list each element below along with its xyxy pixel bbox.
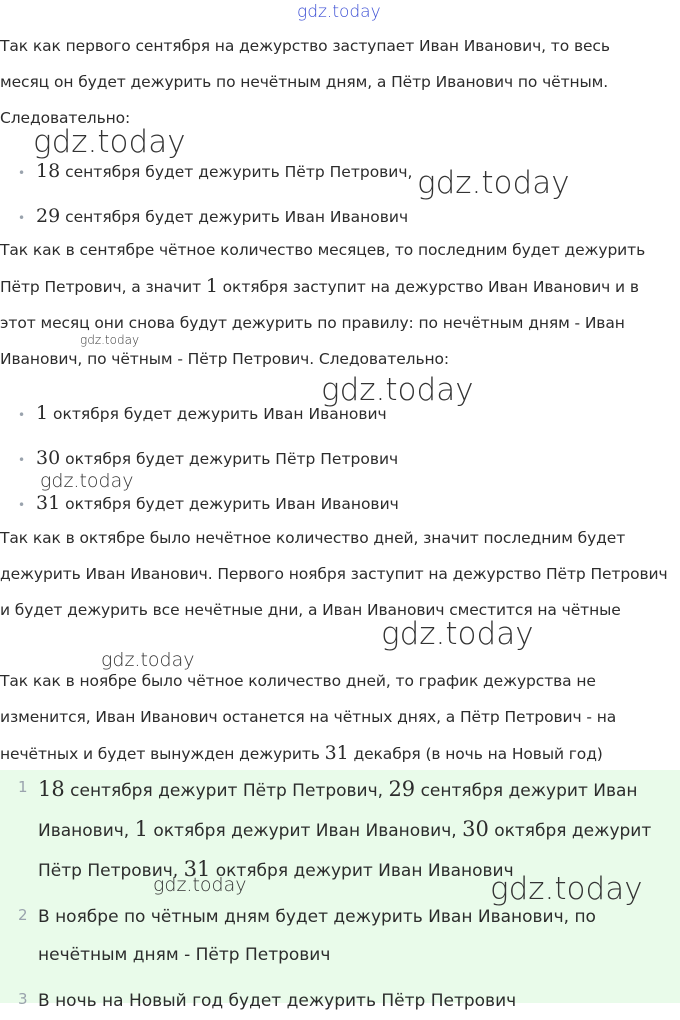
- bullet-icon: •: [18, 498, 26, 512]
- answer-index: 2: [18, 906, 28, 924]
- watermark: gdz.today: [381, 616, 534, 652]
- watermark: gdz.today: [101, 649, 195, 671]
- paragraph-september-end: Так как в сентябре чётное количество месяцев, то последним будет дежурить Пётр Петрович, а значит 1 октября заступит на дежурство Иван Иванович и в этот месяц они снова будут дежурить по правилу: по нечётным дням - Иван Иванович, по чётным - Пётр Петрович. Следовательно:: [0, 241, 646, 368]
- answer-text: В ночь на Новый год будет дежурить Пётр Петрович: [38, 991, 517, 1011]
- watermark: gdz.today: [490, 871, 643, 907]
- list-item: • 18 сентября будет дежурить Пётр Петрович,: [18, 158, 412, 186]
- paragraph-october-end: Так как в октябре было нечётное количество дней, значит последним будет дежурить Иван Иванович. Первого ноября заступит на дежурство Пётр Петрович и будет дежурить все нечётные дни, а Иван Иванович сместится на чётные: [0, 529, 668, 619]
- watermark: gdz.today: [321, 372, 474, 408]
- answer-text: В ноябре по чётным дням будет дежурить Иван Иванович, по нечётным дням - Пётр Петрович: [38, 907, 596, 965]
- answer-index: 1: [18, 778, 28, 796]
- watermark: gdz.today: [40, 470, 134, 492]
- list-item: • 30 октября будет дежурить Пётр Петрович: [18, 445, 398, 473]
- bullet-icon: •: [18, 453, 26, 467]
- header-watermark: gdz.today: [297, 2, 381, 22]
- paragraph-intro: Так как первого сентября на дежурство заступает Иван Иванович, то весь месяц он будет дежурить по нечётным дням, а Пётр Иванович по чётным.: [0, 37, 610, 91]
- answer-index: 3: [18, 990, 28, 1008]
- watermark: gdz.today: [417, 165, 570, 201]
- watermark: gdz.today: [80, 333, 140, 347]
- list-item: • 31 октября будет дежурить Иван Иванович: [18, 490, 399, 518]
- watermark: gdz.today: [33, 124, 186, 160]
- bullet-icon: •: [18, 408, 26, 422]
- watermark: gdz.today: [153, 874, 247, 896]
- paragraph-therefore-1: Следовательно:: [0, 109, 131, 127]
- list-item: • 29 сентября будет дежурить Иван Иванович: [18, 203, 408, 231]
- bullet-icon: •: [18, 211, 26, 225]
- list-item: • 1 октября будет дежурить Иван Иванович: [18, 400, 387, 428]
- paragraph-november: Так как в ноябре было чётное количество дней, то график дежурства не изменится, Иван Иванович останется на чётных днях, а Пётр Петрович - на нечётных и будет вынужден дежурить 31 декабря (в ночь на Новый год): [0, 672, 617, 764]
- answer-text: 18 сентября дежурит Пётр Петрович, 29 сентября дежурит Иван Иванович, 1 октября дежурит Иван Иванович, 30 октября дежурит Пётр Петрович, 31 октября дежурит Иван Иванович: [38, 777, 652, 881]
- bullet-icon: •: [18, 166, 26, 180]
